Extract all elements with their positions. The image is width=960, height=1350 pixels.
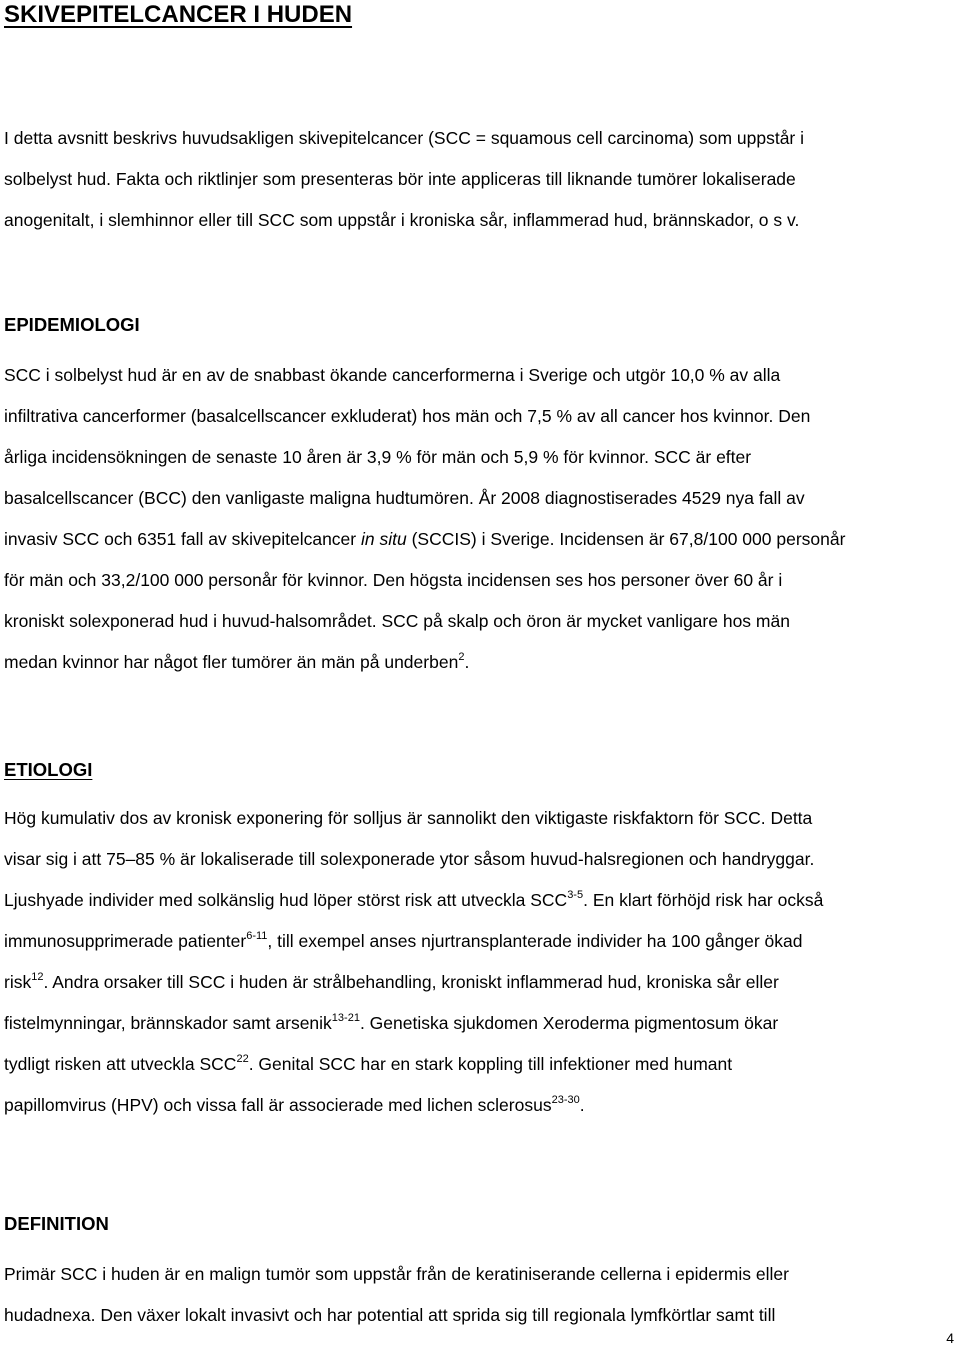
text-segment: fistelmynningar, brännskador samt arsenik — [4, 1013, 332, 1033]
text-segment: medan kvinnor har något fler tumörer än män på underben — [4, 652, 459, 672]
section-heading-definition: DEFINITION — [4, 1213, 109, 1234]
reference-superscript: 13-21 — [331, 1012, 360, 1024]
epidemiologi-line: kroniskt solexponerad hud i huvud-halsområdet. SCC på skalp och öron är mycket vanligare hos män — [4, 611, 790, 631]
text-segment: tydligt risken att utveckla SCC — [4, 1054, 237, 1074]
text-segment: . Genetiska sjukdomen Xeroderma pigmentosum ökar — [359, 1013, 779, 1033]
etiologi-line — [4, 1044, 956, 1085]
epidemiologi-line — [4, 642, 956, 683]
etiologi-line: visar sig i att 75–85 % är lokaliserade till solexponerade ytor såsom huvud-halsregionen och handryggar. — [4, 849, 815, 869]
epidemiologi-line: infiltrativa cancerformer (basalcellscancer exkluderat) hos män och 7,5 % av all cancer hos kvinnor. Den — [4, 406, 811, 426]
reference-superscript: 3-5 — [567, 889, 584, 901]
epidemiologi-line: årliga incidensökningen de senaste 10 åren är 3,9 % för män och 5,9 % för kvinnor. SCC är efter — [4, 447, 752, 467]
intro-line: anogenitalt, i slemhinnor eller till SCC som uppstår i kroniska sår, inflammerad hud, brännskador, o s v. — [4, 210, 800, 230]
etiologi-line — [4, 880, 956, 921]
italic-term: in situ — [360, 529, 407, 549]
text-segment: . Genital SCC har en stark koppling till infektioner med humant — [248, 1054, 733, 1074]
intro-paragraph — [4, 118, 956, 241]
text-segment: invasiv SCC och 6351 fall av skivepitelcancer — [4, 529, 361, 549]
text-segment: risk — [4, 972, 32, 992]
text-segment: . — [464, 652, 470, 672]
etiologi-line — [4, 921, 956, 962]
text-segment: immunosupprimerade patienter — [4, 931, 247, 951]
etiologi-paragraph — [4, 798, 956, 1126]
text-segment: papillomvirus (HPV) och vissa fall är associerade med lichen sclerosus — [4, 1095, 552, 1115]
text-segment: Ljushyade individer med solkänslig hud löper störst risk att utveckla SCC — [4, 890, 568, 910]
reference-superscript: 2 — [458, 651, 465, 663]
epidemiologi-line: för män och 33,2/100 000 personår för kvinnor. Den högsta incidensen ses hos personer över 60 år i — [4, 570, 783, 590]
text-segment: (SCCIS) i Sverige. Incidensen är 67,8/100 000 personår — [406, 529, 846, 549]
reference-superscript: 6-11 — [246, 930, 268, 942]
epidemiologi-line — [4, 519, 956, 560]
definition-line: hudadnexa. Den växer lokalt invasivt och har potential att sprida sig till regionala lymfkörtlar samt till — [4, 1305, 776, 1325]
text-segment: . Andra orsaker till SCC i huden är strålbehandling, kroniskt inflammerad hud, kroniska sår eller — [43, 972, 779, 992]
reference-superscript: 23-30 — [551, 1094, 580, 1106]
section-heading-epidemiologi: EPIDEMIOLOGI — [4, 314, 140, 335]
text-segment: . En klart förhöjd risk har också — [583, 890, 824, 910]
text-segment: . — [579, 1095, 585, 1115]
definition-line: Primär SCC i huden är en malign tumör som uppstår från de keratiniserande cellerna i epidermis eller — [4, 1264, 789, 1284]
epidemiologi-paragraph — [4, 355, 956, 683]
epidemiologi-line: basalcellscancer (BCC) den vanligaste maligna hudtumören. År 2008 diagnostiserades 4529 nya fall av — [4, 488, 805, 508]
etiologi-line — [4, 1085, 956, 1126]
intro-line: solbelyst hud. Fakta och riktlinjer som presenteras bör inte appliceras till liknande tumörer lokaliserade — [4, 169, 796, 189]
intro-line: I detta avsnitt beskrivs huvudsakligen skivepitelcancer (SCC = squamous cell carcinoma) som uppstår i — [4, 128, 805, 148]
reference-superscript: 22 — [236, 1053, 249, 1065]
etiologi-line — [4, 962, 956, 1003]
text-segment: , till exempel anses njurtransplanterade individer ha 100 gånger ökad — [267, 931, 803, 951]
page-title: SKIVEPITELCANCER I HUDEN — [4, 1, 353, 28]
epidemiologi-line: SCC i solbelyst hud är en av de snabbast ökande cancerformerna i Sverige och utgör 10,0 % av alla — [4, 365, 781, 385]
reference-superscript: 12 — [31, 971, 44, 983]
etiologi-line — [4, 1003, 956, 1044]
section-heading-etiologi: ETIOLOGI — [4, 759, 93, 780]
etiologi-line: Hög kumulativ dos av kronisk exponering för solljus är sannolikt den viktigaste riskfaktorn för SCC. Detta — [4, 808, 813, 828]
page-number: 4 — [946, 1330, 954, 1346]
definition-paragraph — [4, 1254, 956, 1336]
